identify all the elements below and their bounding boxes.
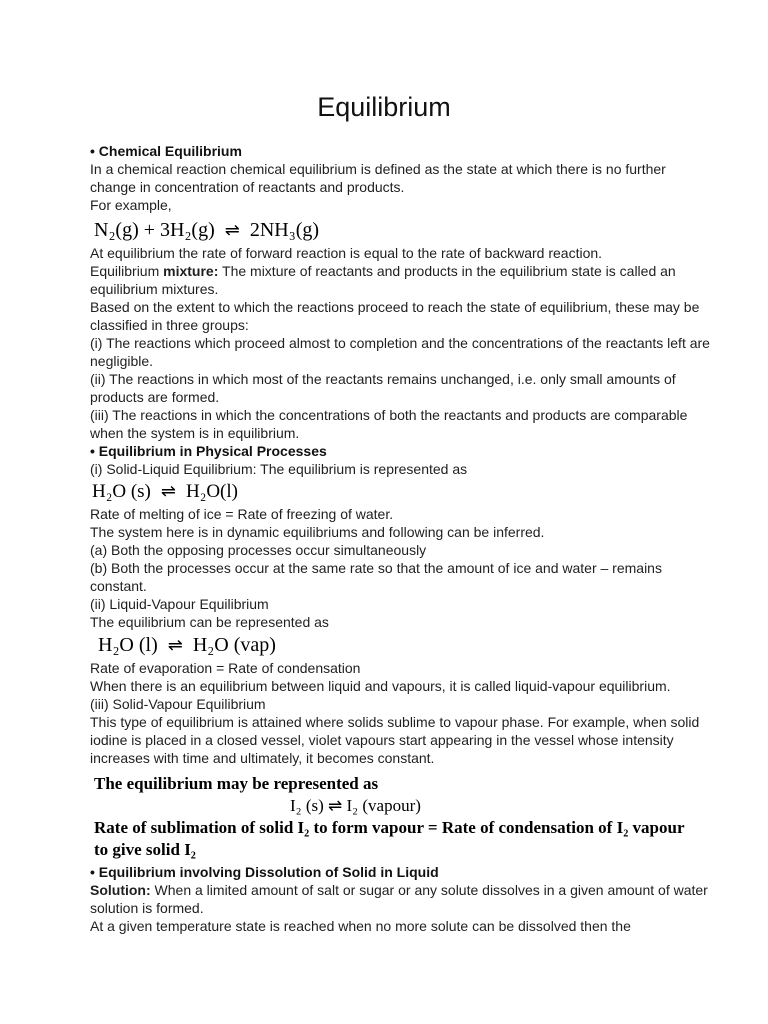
section-heading-physical-processes: • Equilibrium in Physical Processes [90,443,327,459]
bold-term: mixture: [163,263,219,279]
paragraph: For example, [90,197,172,213]
equation-left: N₂(g) + 3H₂(g) [94,219,215,241]
paragraph: (ii) Liquid-Vapour Equilibrium [90,596,269,612]
document-body [90,142,710,935]
bold-term: Solution: [90,882,151,898]
paragraph: (a) Both the opposing processes occur simultaneously [90,542,427,558]
equation-ammonia [94,216,710,244]
equation-left: H₂O (s) [92,481,151,502]
paragraph-solution [90,881,710,917]
equation-solid-liquid [92,478,710,505]
equation-left: H₂O (l) [98,634,158,656]
paragraph: The equilibrium can be represented as [90,614,329,630]
paragraph: When there is an equilibrium between liquid and vapours, it is called liquid-vapour equilibrium. [90,678,671,694]
equation-right: 2NH₃(g) [249,219,320,241]
paragraph: (i) Solid-Liquid Equilibrium: The equilibrium is represented as [90,461,468,477]
equilibrium-arrow-icon: ⇌ [224,220,240,240]
equilibrium-arrow-icon: ⇌ [167,635,183,655]
paragraph: This type of equilibrium is attained where solids sublime to vapour phase. For example, when solid iodine is placed in a closed vessel, violet vapours start appearing in the vessel whose intensity increases with time and ultimately, it becomes constant. [90,714,700,766]
section-heading-chemical-equilibrium: • Chemical Equilibrium [90,143,242,159]
equation-right: H₂O(l) [185,481,238,502]
equation-rate-statement: Rate of sublimation of solid I₂ to form vapour = Rate of condensation of I₂ vapour [94,818,685,837]
equation-iodine: I₂ (s) ⇌ I₂ (vapour) [290,796,421,815]
paragraph: Rate of evaporation = Rate of condensation [90,660,361,676]
paragraph: (iii) The reactions in which the concentrations of both the reactants and products are comparable when the system is in equilibrium. [90,407,688,441]
paragraph: (b) Both the processes occur at the same rate so that the amount of ice and water – remains constant. [90,560,662,594]
paragraph-equilibrium-mixture [90,262,710,298]
paragraph: At equilibrium the rate of forward reaction is equal to the rate of backward reaction. [90,245,603,261]
text-fragment: When a limited amount of salt or sugar or any solute dissolves in a given amount of water solution is formed. [90,882,708,916]
text-fragment: Equilibrium [90,263,164,279]
paragraph: (iii) Solid-Vapour Equilibrium [90,696,266,712]
section-heading-dissolution: • Equilibrium involving Dissolution of Solid in Liquid [90,864,439,880]
equilibrium-arrow-icon: ⇌ [160,481,176,501]
equation-liquid-vapour [98,631,710,659]
page-title: Equilibrium [317,92,451,122]
paragraph: In a chemical reaction chemical equilibrium is defined as the state at which there is no further change in concentration of reactants and products. [90,161,666,195]
paragraph: At a given temperature state is reached when no more solute can be dissolved then the [90,918,631,934]
text-fragment: The mixture of reactants and products in the equilibrium state is called an equilibrium mixtures. [90,263,676,297]
paragraph: Based on the extent to which the reactions proceed to reach the state of equilibrium, these may be classified in three groups: [90,299,700,333]
equation-intro: The equilibrium may be represented as [94,774,379,793]
equation-right: H₂O (vap) [192,634,276,656]
solid-vapour-equation-block [94,773,710,861]
paragraph: The system here is in dynamic equilibriums and following can be inferred. [90,524,545,540]
paragraph: Rate of melting of ice = Rate of freezing of water. [90,506,394,522]
equation-rate-statement-end: to give solid I₂ [94,840,196,859]
paragraph: (i) The reactions which proceed almost to completion and the concentrations of the reactants left are negligible. [90,335,710,369]
paragraph: (ii) The reactions in which most of the reactants remains unchanged, i.e. only small amounts of products are formed. [90,371,676,405]
